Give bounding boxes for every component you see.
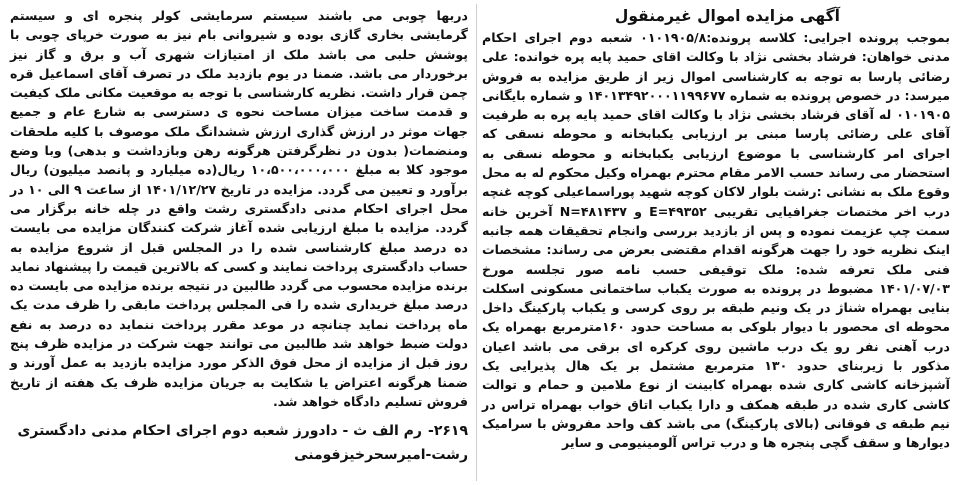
- footer-text-1: رم الف ث - دادورز شعبه دوم اجرای احکام مدنی دادگستری: [17, 423, 422, 440]
- notice-body-right: بموجب پرونده اجرایی: کلاسه پرونده:۰۱۰۱۹۰۵/۸ شعبه دوم اجرای احکام مدنی خواهان: فرشاد بخشی نژاد با وکالت اقای حمید پایه پره خوانده: علی رضائی پارسا به توجه به کارشناسی اموال زیر از طریق مزایده به فروش میرسد: در خصوص پرونده به شماره ۱۴۰۱۳۴۹۲۰۰۰۱۱۹۹۶۷۷ و شماره بایگانی ۰۱۰۱۹۰۵ له آقای فرشاد بخشی نژاد با وکالت اقای حمید پایه پره به طرفیت آقای علی رضائی پارسا مبنی بر ارزیابی یکبابخانه و محوطه نسقی که اجرای امر کارشناسی با موضوع ارزیابی یکبابخانه و محوطه نسقی به استحضار می رساند حسب الامر مقام محترم بهمراه وکیل محکوم له به محل وقوع ملک به نشانی :رشت بلوار لاکان کوچه شهید پوراسماعیلی کوچه غنچه درب اخر مختصات جغرافیایی تقریبی E=۴۹۳۵۲ و N=۴۸۱۴۳۷ آخرین خانه سمت چپ عزیمت نموده و پس از بازدید بررسی وانجام تحقیقات همه جانبه اینک نظریه خود را جهت هرگونه اقدام مقتضی بعرض می رساند: مشخصات فنی ملک تعرفه شده: ملک توقیفی حسب نامه صور تجلسه مورخ ۱۴۰۱/۰۷/۰۳ مضبوط در پرونده به صورت یکباب ساختمانی مسکونی اسکلت بنایی بهمراه شناژ در یک ونیم طبقه بر روی کرسی و یکباب پارکینگ داخل محوطه ای محصور با دیوار بلوکی به مساحت حدود ۱۶۰مترمربع بهمراه یک درب آهنی نفر رو یک درب ماشین روی کرکره ای برقی می باشد اعیان مذکور با زیربنای حدود ۱۳۰ مترمربع مشتمل بر یک هال پذیرایی یک آشپزخانه کاشی کاری شده بهمراه کابینت از نوع ملامین و حمام و توالت کاشی کاری شده در طبقه همکف و دارا یکباب اتاق خواب بهمراه تراس در نیم طبقه ی فوقانی (بالای پارکینگ) می باشد کف واحد مفروش با سرامیک دیوارها و سقف گچی پنجره ها و درب تراس آلومینیومی و سایر: [482, 30, 951, 451]
- notice-left-column: [0, 0, 476, 485]
- notice-right-column: [476, 0, 960, 485]
- notice-title: آگهی مزایده اموال غیرمنقول: [614, 7, 840, 25]
- footer-line-2: رشت-امیرسحرخیزفومنی: [294, 447, 468, 464]
- footer-number: ۲۶۱۹-: [428, 423, 468, 440]
- column-divider: [476, 4, 477, 481]
- notice-body-left: دربها چوبی می باشند سیستم سرمایشی کولر پنجره ای و سیستم گرمایشی بخاری گازی بوده و شیروانی بام نیز به صورت خرپای چوبی با پوشش حلبی می باشد ملک از امتیازات شهری آب و برق و گاز نیز برخوردار می باشد. ضمنا در یوم بازدید ملک در تصرف آقای اسماعیل قره چمن قرار داشت. نظریه کارشناسی با توجه به موقعیت مکانی ملک کیفیت و قدمت ساخت میزان مساحت نحوه ی دسترسی به شارع عام و جمیع جهات موثر در ارزش گذاری ارزش ششدانگ ملک موصوف با کلیه ملحقات ومنضمات( بدون در نظرگرفتن هرگونه رهن وبازداشت و بدهی) وبا وضع موجود کلا به مبلغ ۱۰،۵۰۰،۰۰۰،۰۰۰ ریال(ده میلیارد و پانصد میلیون) ریال برآورد و تعیین می گردد. مزایده در تاریخ ۱۴۰۱/۱۲/۲۷ از ساعت ۹ الی ۱۰ در محل اجرای احکام مدنی دادگستری رشت واقع در چله خانه برگزار می گردد. مزایده با مبلغ ارزیابی شده آغاز شرکت کنندگان مزایده می بایست ده درصد مبلغ کارشناسی شده را در المجلس قبل از شروع مزایده به حساب دادگستری پرداخت نمایند و کسی که بالاترین قیمت را پیشنهاد نماید برنده مزایده محسوب می گردد طالبین در نتیجه برنده مزایده می بایست ده درصد مبلغ خریداری شده را فی المجلس پرداخت مابقی را ظرف مدت یک ماه پرداخت نماید چنانچه در موعد مقرر پرداخت ننماید ده درصد به نفع دولت ضبط خواهد شد طالبین می توانند جهت شرکت در مزایده ظرف پنج روز قبل از مزایده از محل فوق الذکر مورد مزایده بازدید به عمل آورند و ضمنا هرگونه اعتراض یا شکایت به جریان مزایده ظرف یک هفته از تاریخ فروش تسلیم دادگاه خواهد شد.: [9, 8, 468, 409]
- footer-line-1: [10, 419, 468, 443]
- notice-footer: [10, 419, 468, 467]
